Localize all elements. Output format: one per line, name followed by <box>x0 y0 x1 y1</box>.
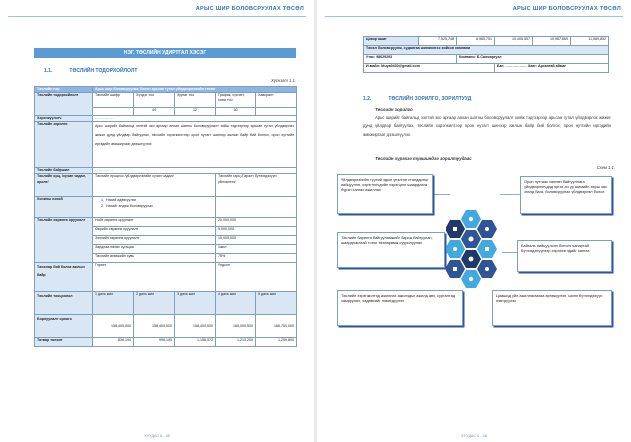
location-label: Төслийн байршил <box>35 168 93 174</box>
invest-row-value: 1жил <box>216 245 297 254</box>
list-item: 2. Нэхийг элдэж боловсруулах <box>101 204 153 208</box>
section-heading <box>44 68 137 74</box>
goal-box-4: Байгаль нийцүүлсэн бологч чанартай бүтээгдэхүүнээр хэрэглэгчдийг хангах <box>517 240 612 272</box>
sales-label: Борлуулалт орлого <box>35 315 93 338</box>
section-number: 1.1. <box>44 68 53 74</box>
desc-col-3: График, хүснэгт, схем тоо <box>216 93 256 108</box>
invest-row-label: Зээлийн хөрөнгө оруулалт <box>93 236 216 245</box>
desc-val-0 <box>93 107 134 115</box>
section-heading <box>363 96 471 102</box>
page-footer: ХУУДАС 6 - 46 <box>144 434 170 438</box>
chapter-title: НЭГ. ТӨСЛИЙН УДИРТГАЛ ХЭСЭГ <box>34 48 296 58</box>
table-row <box>364 46 609 55</box>
period-label: Төслийн тооцоолол <box>35 292 93 315</box>
main-product-label: Хонины нэхий <box>35 197 93 218</box>
invest-row-label: Нийт хөрөнгө оруулалт <box>93 218 216 227</box>
profit-value: 8,965,751 <box>457 37 495 46</box>
tax-value: 1,156,373 <box>175 338 216 347</box>
sales-value: 165,000,500 <box>216 315 256 338</box>
sales-value: 158,400,000 <box>175 315 216 338</box>
table-row <box>35 218 297 227</box>
desc-val-3: 30 <box>216 107 256 115</box>
goal-box-1: Үйлдвэрлэлийн түүхий эдын үнэлгэн стандартыг нийцүүлэн, хэрэглэгчдийн хэрэгцээг шаардлага бүрэн хангах ажиллах <box>337 174 433 214</box>
table-row <box>364 37 609 46</box>
goal-box-6: Цаашид үйл ажиллагаагаа өргөжүүлэн, шинэ бүтээгдэхүүн нэвтрүүлэх <box>492 290 612 326</box>
project-table <box>34 86 297 347</box>
section-title: ТӨСЛИЙН ЗОРИЛГО, ЗОРИЛТУУД <box>388 96 472 102</box>
invest-row-value: 78% <box>216 254 297 263</box>
goal-box-5: Төслийн хэрэгжилтэд ажиллах ажилчдыг ажилд авч, сургалтад хамруулах, чадавхийг нэмэгдүүлэх <box>337 290 463 326</box>
right-page <box>317 0 631 442</box>
type-label: Төслийн орц, /хүчин чадал, оролт/ <box>35 174 93 197</box>
desc-val-1: 44 <box>134 107 175 115</box>
table-caption: Хүснэгт 1.1. <box>270 78 296 83</box>
desc-val-2: 12 <box>175 107 216 115</box>
goal-box-3: Төслийн барилга байгууламжийг барьж байгуулан, шаардлагатай тоног төхөөрөмж суурилуулах <box>337 232 445 268</box>
header-label: Төслийн нэр <box>35 87 93 93</box>
profit-value: 11,589,852 <box>571 37 609 46</box>
desc-col-2: Зургаг тоо <box>175 93 216 108</box>
table-row <box>35 93 297 108</box>
tax-value: 996,195 <box>134 338 175 347</box>
product-1: Нэхий идэвхүүлэх <box>106 198 137 202</box>
table-row <box>35 263 297 292</box>
profit-value: 7,525,748 <box>419 37 457 46</box>
sales-value: 166,760,000 <box>256 315 297 338</box>
form-value-1: Гэрээт <box>93 263 216 292</box>
goal-box-2: Орон нутгаас хөхнөн байгууллага үйлдвэрлэгчдэд эргэх ач үр шимийн хөрш зах зээлд бага, боловсруулах үйлдвэрлэл болох <box>520 176 612 214</box>
table-row <box>35 292 297 315</box>
period-col: 2 дахь жил <box>134 292 175 315</box>
period-col: 4 дахь жил <box>216 292 256 315</box>
tax-value: 1,259,890 <box>256 338 297 347</box>
connector-line <box>463 302 464 316</box>
period-col: 3 дахь жил <box>175 292 216 315</box>
table-row <box>35 315 297 338</box>
desc-col-1: Хүчдэг тоо <box>134 93 175 108</box>
running-header: АРЫС ШИР БОЛОВСРУУЛАХ ТӨСӨЛ <box>195 6 304 12</box>
customer-value: …………… <box>93 116 297 122</box>
table-row <box>35 122 297 168</box>
desc-col-0: Төслийн шифр <box>93 93 134 108</box>
customer-label: Хэрэгжүүлэгч <box>35 116 93 122</box>
connector-line <box>432 194 450 195</box>
form-value-2: Үндсэн <box>216 263 297 292</box>
table-row <box>35 197 297 218</box>
tax-value: 836,194 <box>93 338 134 347</box>
period-col: 5 дахь жил <box>256 292 297 315</box>
invest-row-value: 5,000,000 <box>216 227 297 236</box>
sales-value: 158,400,000 <box>93 315 134 338</box>
tasks-heading: Төслийн хүрэхээ түвшиндээ зорилтуудаас <box>375 156 472 161</box>
type-value-1: Төслийн процесс /үйлдвэрлэлийн хүчин чадал/ <box>93 174 216 197</box>
product-2: Нэхийг элдэж боловсруулах <box>106 204 153 208</box>
section-number: 1.2. <box>363 96 372 102</box>
profit-value: 10,405,557 <box>495 37 533 46</box>
contact-email: И-майл: btuya0430@gmail.com <box>364 64 495 73</box>
table-row <box>364 64 609 73</box>
running-header: АРЫС ШИР БОЛОВСРУУЛАХ ТӨСӨЛ <box>512 6 621 12</box>
goal-paragraph: Арьс ширийг байгальд ээлтэй эко аргаар анхан шатны боловсруулалт хийж тэдгээрээр арьсан гутал үйлдвэрлэх жижиг дунд үйлдвэр байгуулах, төслийн хэрэгжилтээр орон нутагт шинээр ажлын байр бий болгох, орон нутгийн иргэдийн амьжиргааг дээшлүүлэх. <box>363 115 611 137</box>
location-value: …………… <box>93 168 297 174</box>
contact-company: Компани: Б.Санжаргуэл <box>457 55 609 64</box>
invest-row-label: Төслийн өгөөжийн хувь <box>93 254 216 263</box>
contact-phone: Утас: 98629293 <box>364 55 457 64</box>
empty-cell <box>216 197 297 218</box>
header-rule <box>325 16 623 17</box>
invest-row-label: Зардлаа нөхөх хугацаа <box>93 245 216 254</box>
header-value: Арьс шир боловсруулах болон арьсан гутал үйлдвэрлэлийн төсөл <box>93 87 297 93</box>
org-row: Төсөл боловсруулж, судалгаа шинжилгээ хийсэн компани <box>364 46 609 55</box>
section-title: ТӨСЛИЙН ТОДОРХОЙЛОЛТ <box>69 68 138 74</box>
profit-value: 10,987,669 <box>533 37 571 46</box>
header-rule <box>8 16 306 17</box>
tax-label: Татвар төлөлт <box>35 338 93 347</box>
period-col: 1 дахь жил <box>93 292 134 315</box>
invest-row-label: Өөрийн хөрөнгө оруулалт <box>93 227 216 236</box>
sales-value: 158,400,000 <box>134 315 175 338</box>
desc-val-4 <box>256 107 297 115</box>
desc-col-4: Хавсралт <box>256 93 297 108</box>
goal-text: Арьс ширийг байгальд ээлтэй эко аргаар анхан шатны боловсруулалт хийж тэдгээрээр арьсан гутал үйлдвэрлэх жижиг дунд үйлдвэр байгуулах, төслийн хэрэгжилтээр орон нутагт шинээр ажлын байр бий болгох, орон нутгийн иргэдийн амьжиргааг дээшлүүлэх <box>93 122 297 168</box>
profit-label: Цэвэр ашиг <box>364 37 419 46</box>
left-page <box>0 0 314 442</box>
tax-value: 1,213,200 <box>216 338 256 347</box>
page-footer: ХУУДАС 6 - 46 <box>461 434 487 438</box>
type-value-2: Төслийн гарц /Гарaлт бүтээгдэхүүн, үйлчилгээ/ <box>216 174 297 197</box>
form-label: Төсөлөр бий болох ажлын байр <box>35 263 93 292</box>
invest-label: Төслийн хөрөнгө оруулалт <box>35 218 93 263</box>
contact-address: Баг: ……………… Хаяг: Архангай аймаг <box>495 64 609 73</box>
table-row <box>364 55 609 64</box>
connector-line <box>500 194 520 195</box>
table-row <box>35 174 297 197</box>
invest-row-value: 20,000,000 <box>216 218 297 227</box>
hexagon-hub-icon <box>446 208 506 298</box>
list-item: 1. Нэхий идэвхүүлэх <box>101 198 137 202</box>
invest-row-value: 15,000,000 <box>216 236 297 245</box>
figure-caption: Схем 1.1. <box>596 165 615 170</box>
goal-heading: Төслийн зорилго <box>375 107 413 112</box>
table-row <box>35 338 297 347</box>
desc-label: Төслийн тодорхойлолт <box>35 93 93 116</box>
goal-label: Төслийн зорилго <box>35 122 93 168</box>
continuation-table <box>363 36 609 73</box>
main-product-list <box>93 197 216 218</box>
